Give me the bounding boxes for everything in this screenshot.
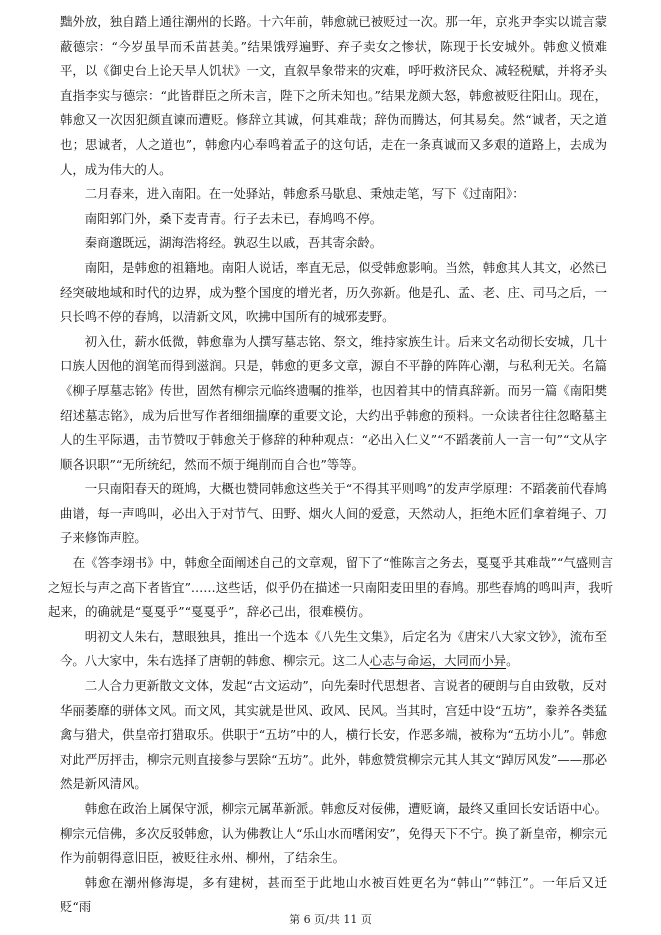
paragraph-han-yu-exile: 黜外放，独自踏上通往潮州的长路。十六年前，韩愈就已被贬过一次。那一年，京兆尹李实以谎言蒙蔽德宗：“今岁虽旱而禾苗甚美。”结果饿殍遍野、弃子卖女之惨状，陈现于长安城外。韩愈义愤难平，以《御史台上论天旱人饥状》一文，直叙旱象带来的灾难，呼吁救济民众、减轻税赋，并将矛头直指李实与德宗：“此皆群臣之所未言，陛下之所未知也。”结果龙颜大怒，韩愈被贬往阳山。现在，韩愈又一次因犯颜直谏而遭贬。修辞立其诚，何其难哉；辞伪而腾达，何其易矣。然“诚者，天之道也；思诚者，人之道也”，韩愈内心奉鸣着孟子的这句话，走在一条真诚而又多艰的道路上，去成为人，成为伟大的人。 [60,14,607,177]
page-footer: 第 6 页/共 11 页 [289,913,372,926]
paragraph-nanyang-ancestral: 南阳，是韩愈的祖籍地。南阳人说话，率直无忌，似受韩愈影响。当然，韩愈其人其文，必然已经突破地域和时代的边界，成为整个国度的增光者，历久弥新。他是孔、孟、老、庄、司马之后，一只长鸣不停的春鸠，以清新文风，吹拂中国所有的城邪麦野。 [60,259,607,325]
paragraph-reply-li-yi: 在《答李翊书》中，韩愈全面阐述自己的文章观，留下了“惟陈言之务去，戛戛乎其难哉”“气盛则言之短长与声之高下者皆宜”……这些话，似乎仍在描述一只南阳麦田里的春鸠。那些春鸠的鸣叫声，我听起来，的确就是“戛戛乎”“戛戛乎”，辞必己出，很难模仿。 [48,555,613,620]
paragraph-ancient-prose-movement: 二人合力更新散文文体，发起“古文运动”，向先秦时代思想者、言说者的硬朗与自由致敬，反对华丽萎靡的骈体文风。而文风，其实就是世风、政风、民风。当其时，宫廷中设“五坊”，豢养各类猛禽与猎犬，供皇帝打猎取乐。供职于“五坊”中的人，横行长安，作恶多端，被称为“五坊小儿”。韩愈对此严厉抨击，柳宗元则直接参与罢除“五坊”。此外，韩愈赞赏柳宗元其人其文“踔厉风发”——那必然是新风清风。 [60,678,607,792]
paragraph-nanyang-arrival: 二月春来，进入南阳。在一处驿站，韩愈系马歇息、秉烛走笔，写下《过南阳》： [84,186,525,202]
paragraph-epitaphs: 初入仕，薪水低微，韩愈靠为人撰写墓志铭、祭文，维持家族生计。后来文名动彻长安城，几十口族人因他的润笔而得到滋润。只是，韩愈的更多文章，源自不平静的阵阵心潮，与私利无关。名篇《柳子厚墓志铭》传世，固然有柳宗元临终遗嘱的推举，也因着其中的情真辞新。而另一篇《南阳樊绍述墓志铭》，成为后世写作者细细揣摩的重要文论，大约出乎韩愈的预料。一众读者往往忽略墓主人的生平际遇，击节赞叹于韩愈关于修辞的种种观点：“必出入仁义”“不蹈袭前人一言一句”“文从字顺各识职”“无所统纪，然而不烦于绳削而自合也”等等。 [60,333,607,472]
paragraph-chaozhou: 韩愈在潮州修海堤，多有建树，甚而至于此地山水被百姓更名为“韩山”“韩江”。一年后又迁贬“雨 [60,874,607,915]
paragraph-zhu-you [60,625,607,674]
paragraph-politics: 韩愈在政治上属保守派，柳宗元属革新派。韩愈反对佞佛，遭贬谪，最终又重回长安话语中心。柳宗元信佛，多次反驳韩愈，认为佛教让人“乐山水而嗜闲安”，免得天下不宁。换了新皇帝，柳宗元作为前朝得意旧臣，被贬往永州、柳州，了结余生。 [60,801,607,866]
paragraph-turtledove: 一只南阳春天的斑鸠，大概也赞同韩愈这些关于“不得其平则鸣”的发声学原理：不蹈袭前代春鸠曲谱，每一声鸣叫，必出入于对节气、田野、烟火人间的爱意，天然动人，拒绝木匠们拿着绳子、刀子来修饰声腔。 [60,481,607,546]
poem-line-1: 南阳郭门外，桑下麦青青。行子去未已，春鸠鸣不停。 [84,210,383,226]
underlined-phrase: 心志与命运，大同而小异 [369,653,507,669]
zhu-you-text-before: 明初文人朱右，慧眼独具，推出一个选本《八先生文集》，后定名为《唐宋八大家文钞》，流布至今。八大家中，朱右选择了唐朝的韩愈、柳宗元。这二人 [60,628,607,669]
zhu-you-text-after: 。 [506,653,519,669]
poem-line-2: 秦商邈既远，湖海浩将经。孰忍生以戚，吾其寄余龄。 [84,235,383,251]
